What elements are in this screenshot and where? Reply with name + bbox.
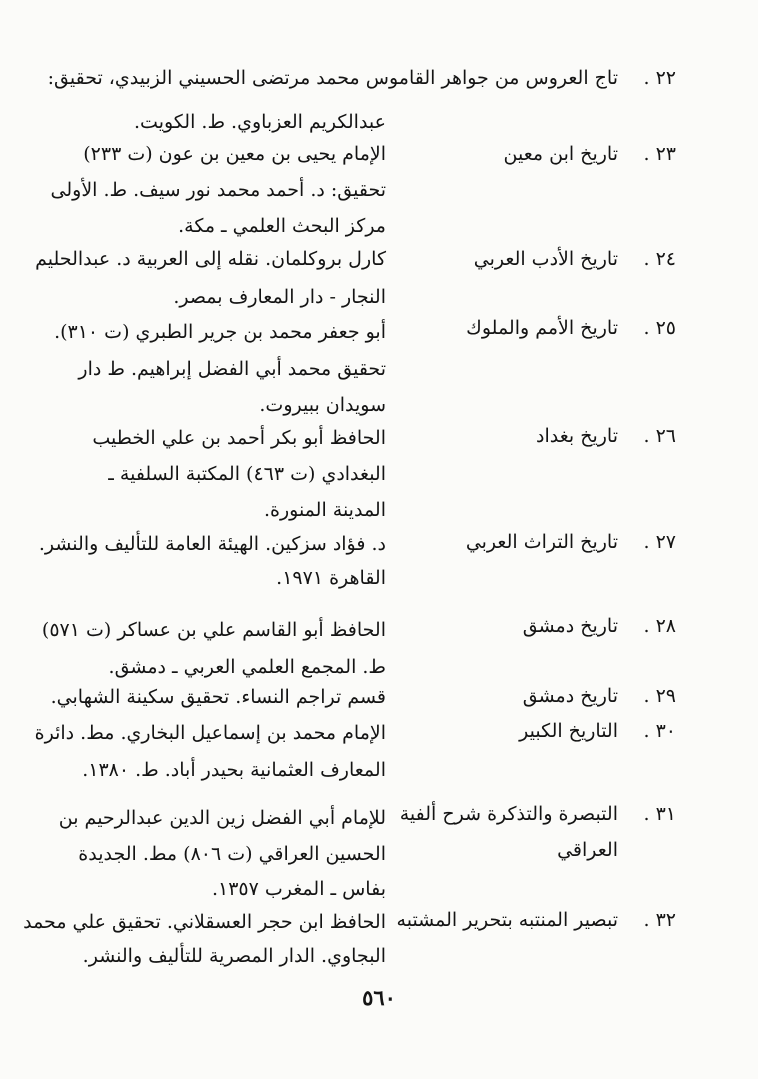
page-number: ٥٦٠ <box>362 985 396 1010</box>
entry-title <box>48 66 618 90</box>
entry-description-line: الحافظ ابن حجر العسقلاني. تحقيق علي محمد <box>23 911 386 933</box>
entry-description-line: تحقيق: د. أحمد محمد نور سيف. ط. الأولى <box>50 179 386 201</box>
entry-title: التبصرة والتذكرة شرح ألفية <box>399 803 618 825</box>
entry-description-line: د. فؤاد سزكين. الهيئة العامة للتأليف والنشر. <box>38 533 386 555</box>
entry-description-line: الحافظ أبو بكر أحمد بن علي الخطيب <box>92 427 386 449</box>
entry-number: ٢٣ . <box>643 143 676 165</box>
entry-description-line: الحسين العراقي (ت ٨٠٦) مط. الجديدة <box>78 843 386 865</box>
entry-title: تبصير المنتبه بتحرير المشتبه <box>396 909 618 931</box>
entry-title-continuation: العراقي <box>557 839 618 861</box>
entry-title: تاريخ دمشق <box>522 615 618 637</box>
entry-description-line: الإمام يحيى بن معين بن عون (ت ٢٣٣) <box>83 143 386 165</box>
entry-title: تاريخ الأمم والملوك <box>466 317 618 339</box>
entry-number: ٢٦ . <box>643 425 676 447</box>
entry-title: التاريخ الكبير <box>519 720 618 742</box>
entry-description-line: المعارف العثمانية بحيدر أباد. ط. ١٣٨٠. <box>82 759 386 781</box>
entry-description-line: سويدان ببيروت. <box>259 394 386 416</box>
entry-number: ٢٧ . <box>643 531 676 553</box>
entry-number: ٢٥ . <box>643 317 676 339</box>
entry-number: ٢٤ . <box>643 248 676 270</box>
entry-description-line: أبو جعفر محمد بن جرير الطبري (ت ٣١٠). <box>54 321 386 343</box>
entry-number: ٣٢ . <box>643 909 676 931</box>
entry-description-line: تحقيق محمد أبي الفضل إبراهيم. ط دار <box>78 358 386 380</box>
entry-title: تاريخ الأدب العربي <box>473 248 618 270</box>
entry-description-line: كارل بروكلمان. نقله إلى العربية د. عبدالحليم <box>35 248 386 270</box>
entry-description-line: القاهرة ١٩٧١. <box>276 567 386 589</box>
entry-description-line: المدينة المنورة. <box>263 499 386 521</box>
entry-number: ٣٠ . <box>643 720 676 742</box>
entry-description-line: مركز البحث العلمي ـ مكة. <box>178 215 386 237</box>
entry-title: تاريخ بغداد <box>535 425 618 447</box>
entry-title-text: تاج العروس من جواهر القاموس <box>365 67 618 89</box>
entry-title: تاريخ التراث العربي <box>465 531 618 553</box>
entry-title: تاريخ ابن معين <box>503 143 618 165</box>
entry-description-line: للإمام أبي الفضل زين الدين عبدالرحيم بن <box>58 807 386 829</box>
entry-number: ٢٢ . <box>643 67 676 89</box>
entry-description-line: الحافظ أبو القاسم علي بن عساكر (ت ٥٧١) <box>41 619 386 641</box>
entry-description-line: الإمام محمد بن إسماعيل البخاري. مط. دائرة <box>34 722 386 744</box>
entry-number: ٢٨ . <box>643 615 676 637</box>
entry-description-line: النجار - دار المعارف بمصر. <box>173 286 386 308</box>
entry-description-line: محمد مرتضى الحسيني الزبيدي، تحقيق: <box>47 67 360 89</box>
entry-description-line: البجاوي. الدار المصرية للتأليف والنشر. <box>82 945 386 967</box>
entry-description-line: قسم تراجم النساء. تحقيق سكينة الشهابي. <box>50 686 386 708</box>
entry-number: ٢٩ . <box>643 685 676 707</box>
entry-number: ٣١ . <box>643 803 676 825</box>
entry-description-line: ط. المجمع العلمي العربي ـ دمشق. <box>108 656 386 678</box>
entry-description-line: عبدالكريم العزباوي. ط. الكويت. <box>134 111 386 133</box>
entry-description-line: بفاس ـ المغرب ١٣٥٧. <box>211 878 386 900</box>
entry-description-line: البغدادي (ت ٤٦٣) المكتبة السلفية ـ <box>108 463 386 485</box>
entry-title: تاريخ دمشق <box>522 685 618 707</box>
